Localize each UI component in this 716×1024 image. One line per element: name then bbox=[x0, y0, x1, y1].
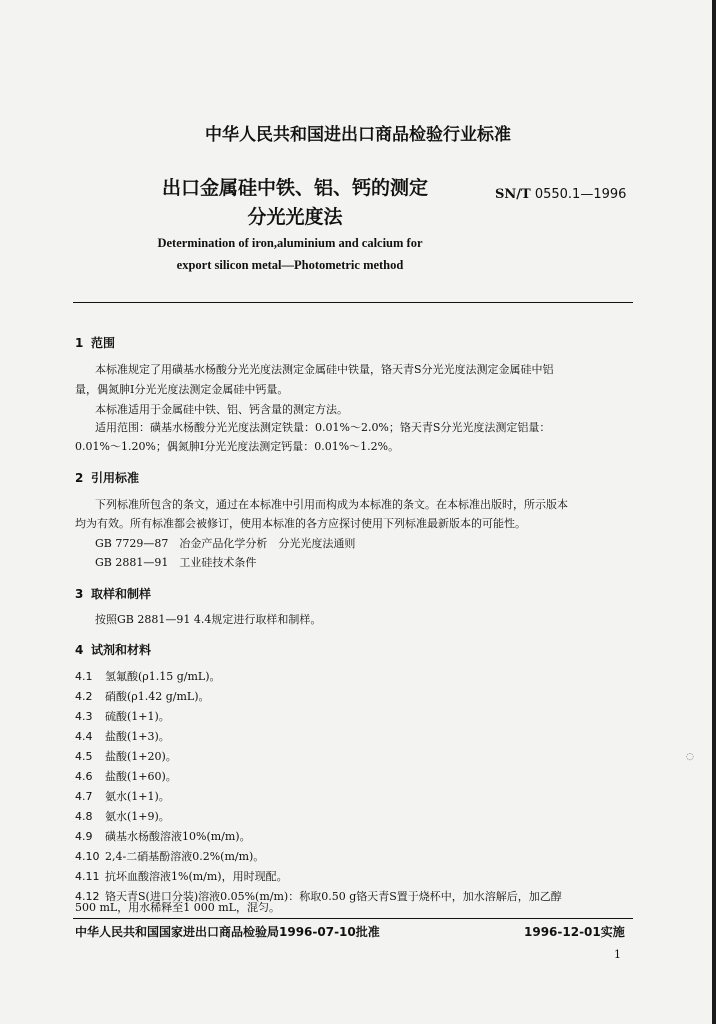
section-number: 4 bbox=[75, 643, 84, 657]
item-number: 4.5 bbox=[75, 750, 93, 763]
item-number: 4.2 bbox=[75, 690, 93, 703]
item-text: 氢氟酸(ρ1.15 g/mL)。 bbox=[105, 670, 221, 683]
referenced-standard: GB 2881—91 工业硅技术条件 bbox=[95, 556, 257, 569]
item-number: 4.11 bbox=[75, 870, 100, 883]
reagent-item bbox=[75, 788, 170, 804]
paragraph: 按照GB 2881—91 4.4规定进行取样和制样。 bbox=[95, 613, 322, 626]
item-number: 4.9 bbox=[75, 830, 93, 843]
reagent-item bbox=[75, 668, 221, 684]
paragraph: 均为有效。所有标准都会被修订，使用本标准的各方应探讨使用下列标准最新版本的可能性。 bbox=[75, 517, 526, 530]
item-number: 4.7 bbox=[75, 790, 93, 803]
section-title: 引用标准 bbox=[91, 471, 140, 485]
scan-artifact-icon: ◌ bbox=[686, 752, 694, 762]
section-4-heading bbox=[75, 641, 151, 658]
section-number: 2 bbox=[75, 471, 84, 485]
item-text: 铬天青S(进口分装)溶液0.05%(m/m)：称取0.50 g铬天青S置于烧杯中，加水溶解后，加乙醇 bbox=[105, 890, 562, 903]
item-number: 4.10 bbox=[75, 850, 100, 863]
approval-date: 中华人民共和国国家进出口商品检验局1996-07-10批准 bbox=[75, 925, 380, 939]
item-number: 4.1 bbox=[75, 670, 93, 683]
item-text: 硝酸(ρ1.42 g/mL)。 bbox=[105, 690, 210, 703]
issuing-agency-header: 中华人民共和国进出口商品检验行业标准 bbox=[205, 125, 511, 145]
item-text: 氨水(1+1)。 bbox=[105, 790, 170, 803]
english-title-line-1: Determination of iron,aluminium and calcium for bbox=[157, 236, 423, 250]
footer-divider bbox=[73, 918, 633, 919]
item-text: 盐酸(1+20)。 bbox=[105, 750, 177, 763]
section-number: 3 bbox=[75, 587, 84, 601]
reagent-item bbox=[75, 808, 170, 824]
reagent-item bbox=[75, 828, 251, 844]
english-title-line-2: export silicon metal—Photometric method bbox=[176, 258, 404, 272]
item-continuation: 500 mL，用水稀释至1 000 mL，混匀。 bbox=[75, 901, 280, 914]
section-title: 取样和制样 bbox=[91, 587, 152, 601]
standard-number bbox=[495, 187, 626, 202]
item-number: 4.6 bbox=[75, 770, 93, 783]
paragraph: 量，偶氮胂I分光光度法测定金属硅中钙量。 bbox=[75, 383, 289, 396]
reagent-item bbox=[75, 748, 177, 764]
item-text: 盐酸(1+60)。 bbox=[105, 770, 177, 783]
section-title: 范围 bbox=[91, 336, 116, 350]
section-2-heading bbox=[75, 469, 139, 486]
effective-date: 1996-12-01实施 bbox=[524, 925, 625, 939]
section-number: 1 bbox=[75, 336, 84, 350]
reagent-item bbox=[75, 728, 170, 744]
reagent-item bbox=[75, 768, 177, 784]
reagent-item bbox=[75, 868, 288, 884]
paragraph: 适用范围：磺基水杨酸分光光度法测定铁量：0.01%～2.0%；铬天青S分光光度法测定铝量： bbox=[95, 421, 551, 434]
item-number: 4.4 bbox=[75, 730, 93, 743]
page-number: 1 bbox=[614, 948, 621, 961]
item-text: 抗坏血酸溶液1%(m/m)，用时现配。 bbox=[105, 870, 288, 883]
paragraph: 0.01%～1.20%；偶氮胂I分光光度法测定钙量：0.01%～1.2%。 bbox=[75, 440, 400, 453]
reagent-item bbox=[75, 688, 210, 704]
section-3-heading bbox=[75, 585, 151, 602]
page-edge-shadow bbox=[712, 0, 716, 1024]
item-text: 硫酸(1+1)。 bbox=[105, 710, 170, 723]
section-title: 试剂和材料 bbox=[91, 643, 152, 657]
item-text: 氨水(1+9)。 bbox=[105, 810, 170, 823]
item-number: 4.8 bbox=[75, 810, 93, 823]
title-line-2: 分光光度法 bbox=[247, 206, 343, 228]
reagent-item bbox=[75, 848, 264, 864]
paragraph: 下列标准所包含的条文，通过在本标准中引用而构成为本标准的条文。在本标准出版时，所示版本 bbox=[95, 498, 568, 511]
paragraph: 本标准规定了用磺基水杨酸分光光度法测定金属硅中铁量，铬天青S分光光度法测定金属硅中铝 bbox=[95, 363, 554, 376]
item-number: 4.12 bbox=[75, 890, 100, 903]
paragraph: 本标准适用于金属硅中铁、铝、钙含量的测定方法。 bbox=[95, 403, 348, 416]
reagent-item bbox=[75, 708, 170, 724]
section-1-heading bbox=[75, 334, 115, 351]
title-line-1: 出口金属硅中铁、铝、钙的测定 bbox=[161, 177, 428, 199]
item-text: 盐酸(1+3)。 bbox=[105, 730, 170, 743]
standard-prefix: SN/T bbox=[495, 187, 531, 202]
item-number: 4.3 bbox=[75, 710, 93, 723]
item-text: 磺基水杨酸溶液10%(m/m)。 bbox=[105, 830, 251, 843]
standard-code: 0550.1—1996 bbox=[534, 187, 627, 202]
item-text: 2,4-二硝基酚溶液0.2%(m/m)。 bbox=[105, 850, 265, 863]
referenced-standard: GB 7729—87 冶金产品化学分析 分光光度法通则 bbox=[95, 537, 356, 550]
header-divider bbox=[73, 302, 633, 303]
